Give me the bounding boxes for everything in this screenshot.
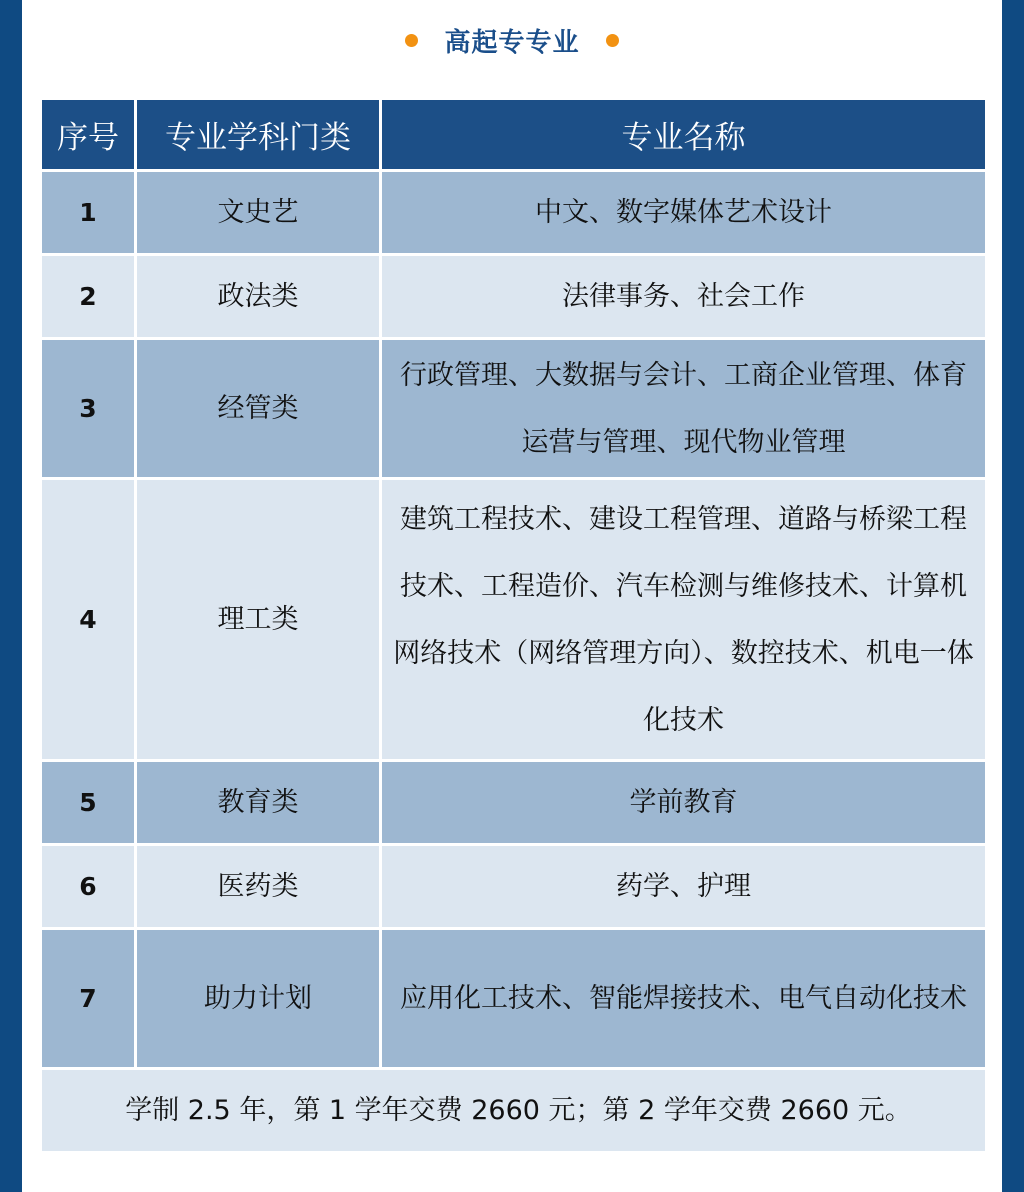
row-number: 1 xyxy=(41,171,136,255)
column-header-category: 专业学科门类 xyxy=(136,99,381,171)
row-number: 6 xyxy=(41,845,136,929)
row-category: 文史艺 xyxy=(136,171,381,255)
row-category: 政法类 xyxy=(136,255,381,339)
table-row xyxy=(41,479,987,761)
tuition-footer-row xyxy=(41,1069,987,1153)
row-majors: 建筑工程技术、建设工程管理、道路与桥梁工程技术、工程造价、汽车检测与维修技术、计算机网络技术（网络管理方向）、数控技术、机电一体化技术 xyxy=(381,479,987,761)
row-majors: 法律事务、社会工作 xyxy=(381,255,987,339)
table-row xyxy=(41,339,987,479)
row-majors: 中文、数字媒体艺术设计 xyxy=(381,171,987,255)
row-majors: 行政管理、大数据与会计、工商企业管理、体育运营与管理、现代物业管理 xyxy=(381,339,987,479)
column-header-no: 序号 xyxy=(41,99,136,171)
table-row xyxy=(41,761,987,845)
table-row xyxy=(41,929,987,1069)
row-category: 助力计划 xyxy=(136,929,381,1069)
row-number: 3 xyxy=(41,339,136,479)
table-row xyxy=(41,255,987,339)
row-category: 医药类 xyxy=(136,845,381,929)
tuition-note: 学制 2.5 年，第 1 学年交费 2660 元；第 2 学年交费 2660 元。 xyxy=(41,1069,987,1153)
row-category: 教育类 xyxy=(136,761,381,845)
section-title: 高起专专业 xyxy=(444,27,580,58)
section-header xyxy=(22,14,1002,66)
orange-dot-right-icon xyxy=(606,34,619,47)
table-header-row xyxy=(41,99,987,171)
content-panel xyxy=(22,0,1002,1192)
row-category: 经管类 xyxy=(136,339,381,479)
table-row xyxy=(41,171,987,255)
row-majors: 学前教育 xyxy=(381,761,987,845)
row-majors: 药学、护理 xyxy=(381,845,987,929)
table-row xyxy=(41,845,987,929)
row-number: 5 xyxy=(41,761,136,845)
row-majors: 应用化工技术、智能焊接技术、电气自动化技术 xyxy=(381,929,987,1069)
row-category: 理工类 xyxy=(136,479,381,761)
orange-dot-left-icon xyxy=(405,34,418,47)
row-number: 2 xyxy=(41,255,136,339)
row-number: 4 xyxy=(41,479,136,761)
column-header-majors: 专业名称 xyxy=(381,99,987,171)
majors-table xyxy=(39,97,988,1154)
row-number: 7 xyxy=(41,929,136,1069)
